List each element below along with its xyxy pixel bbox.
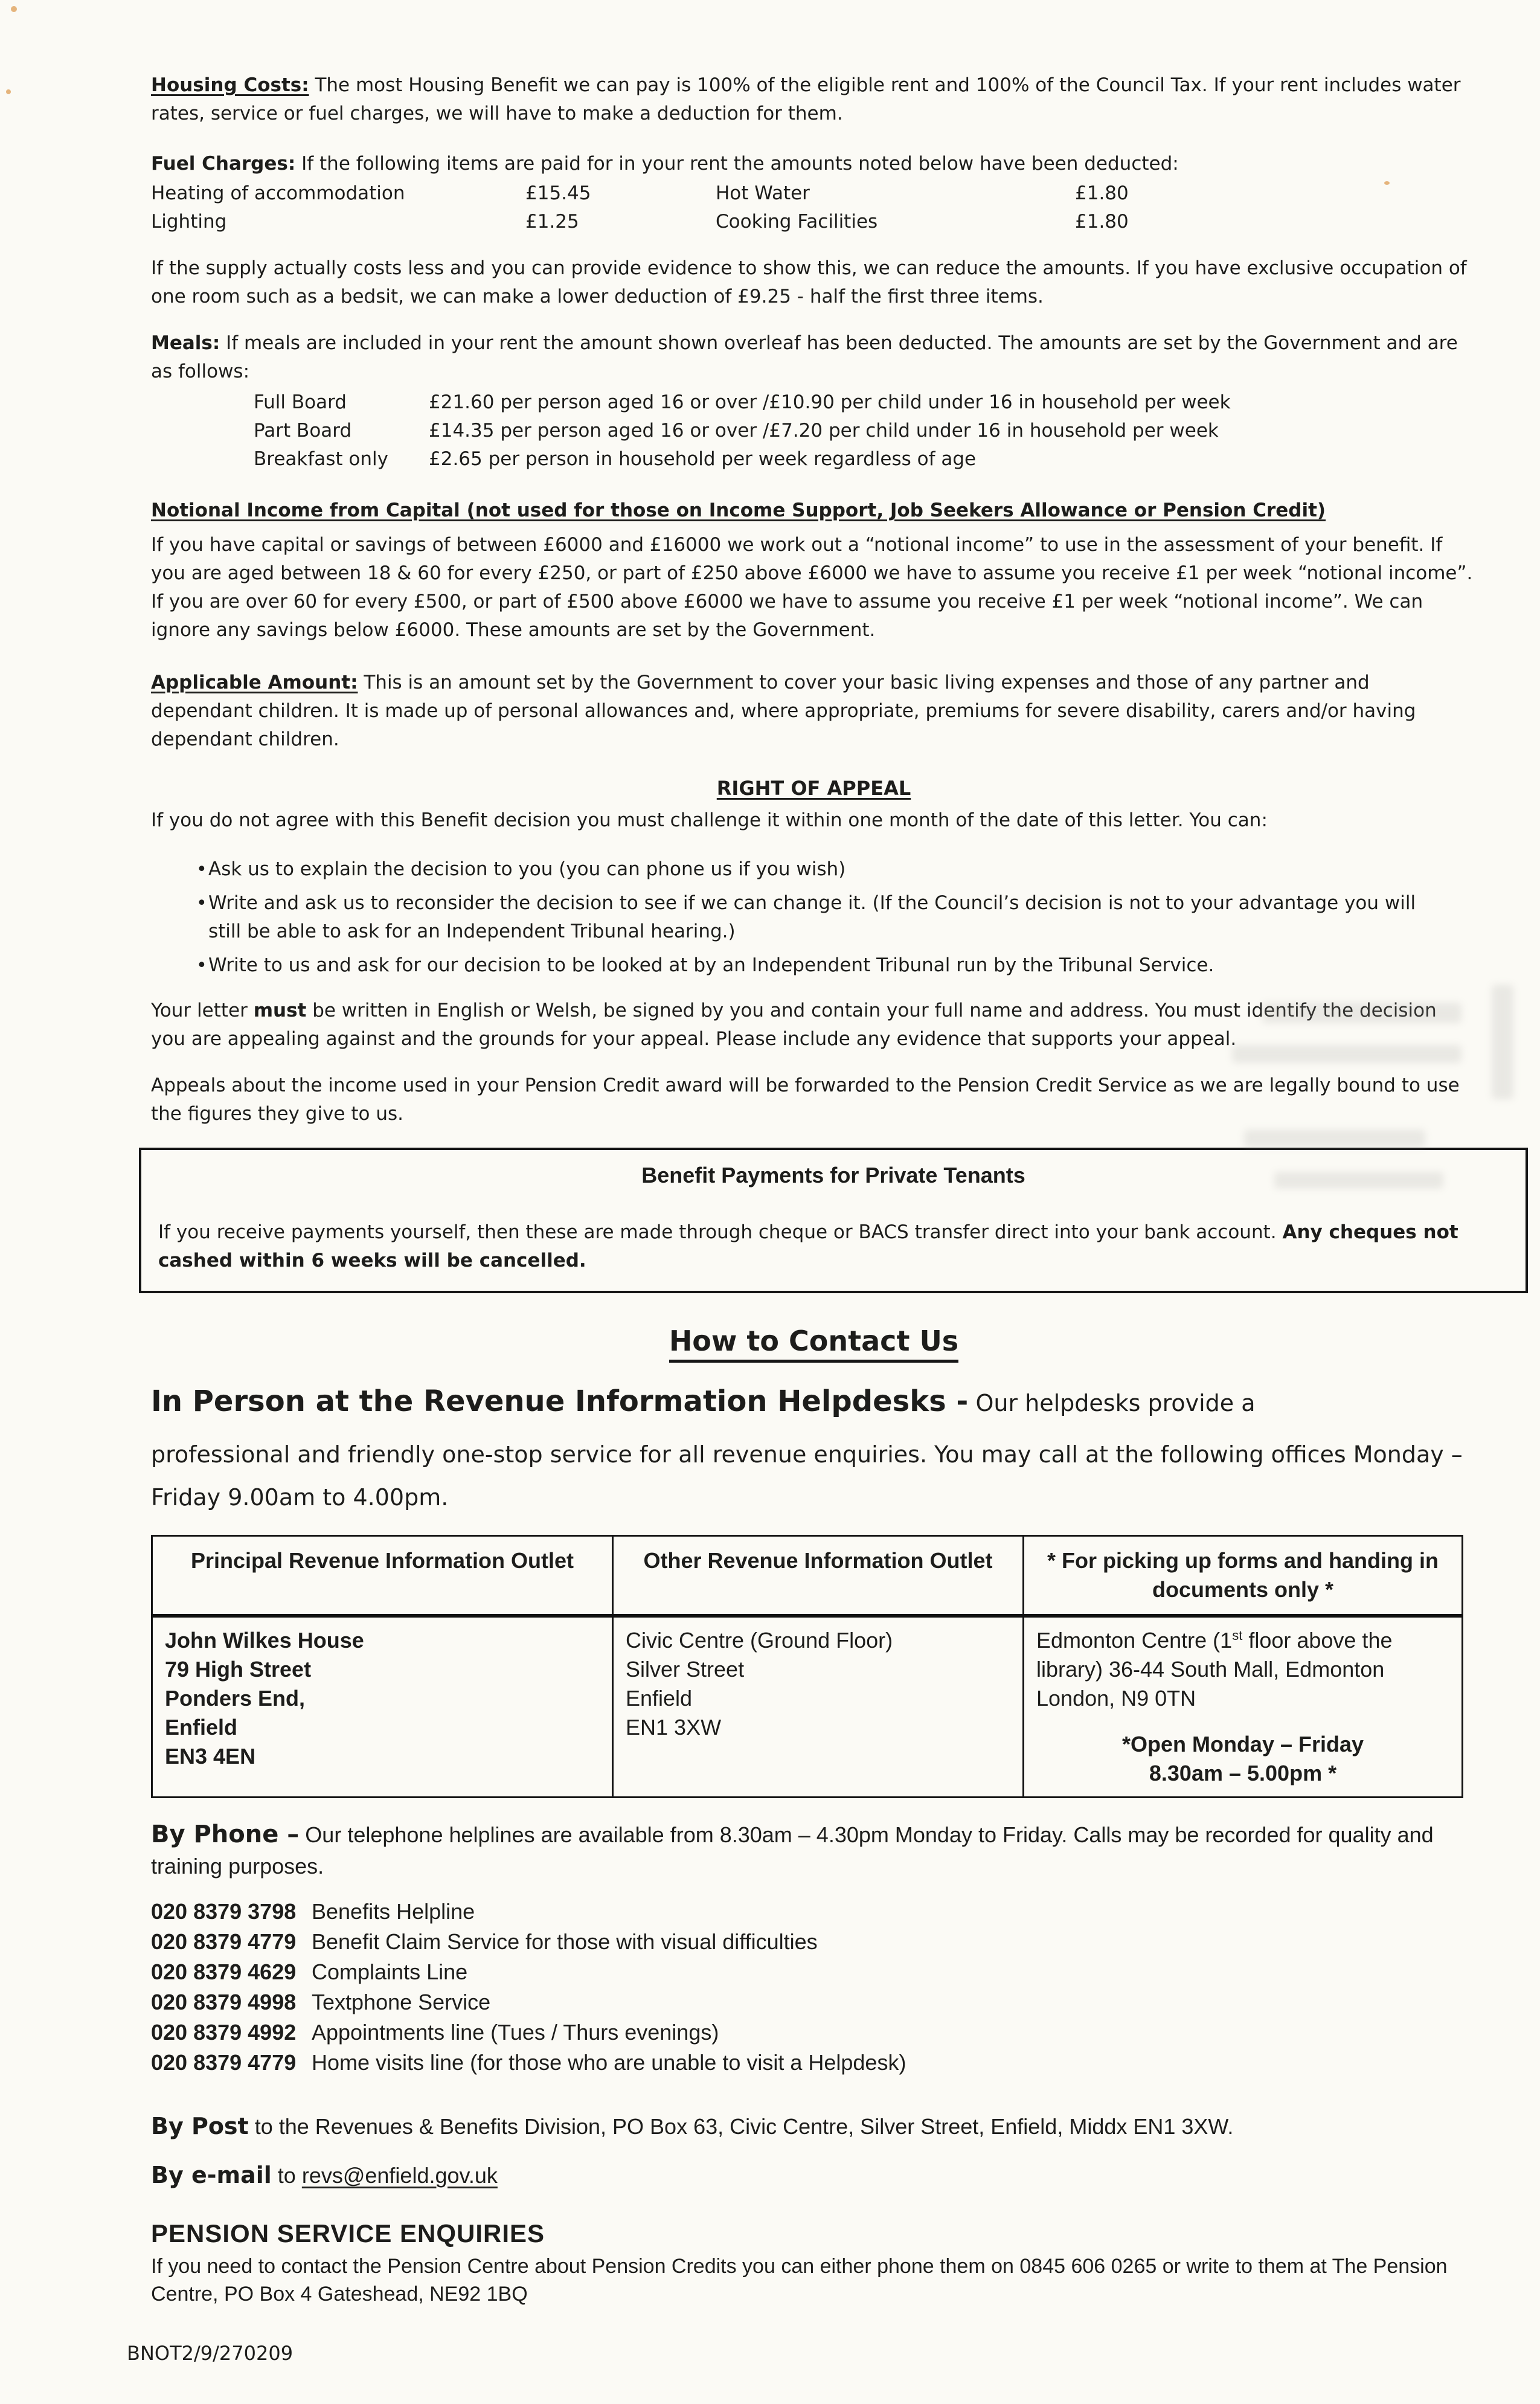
phone-number: 020 8379 4998 [151,1990,297,2014]
address-line: Enfield [626,1686,693,1711]
letter-text: Your letter [151,1000,254,1021]
list-item [151,889,1477,946]
housing-costs-text: The most Housing Benefit we can pay is 100% of the eligible rent and 100% of the Council Tax. If your rent includes water rates, service or fuel charges, we will have to make a deduction for them. [151,74,1461,124]
opening-hours-line: *Open Monday – Friday [1121,1732,1364,1756]
phone-desc: Complaints Line [312,1959,468,1984]
table-header-row [152,1536,1463,1616]
fuel-charges-intro-text: If the following items are paid for in your rent the amounts noted below have been deducted: [295,153,1179,175]
bullet-text: Ask us to explain the decision to you (you can phone us if you wish) [208,858,846,880]
notional-income-text: If you have capital or savings of between £6000 and £16000 we work out a “notional income” to use in the assessment of your benefit. If you are aged between 18 & 60 for every £250, or part of £250 above £6000 we have to assume you receive £1 per week “notional income”. If you are over 60 for every £500, or part of £500 above £6000 we have to assume you receive £1 per week “notional income”. We can ignore any savings below £6000. These amounts are set by the Government. [151,534,1473,641]
right-of-appeal-heading: RIGHT OF APPEAL [716,777,911,800]
meal-row [254,388,1477,417]
opening-hours-line: 8.30am – 5.00pm * [1149,1761,1337,1785]
phone-desc: Home visits line (for those who are unable to visit a Helpdesk) [312,2050,906,2075]
fuel-charges-intro [151,150,1477,178]
in-person-heading: In Person at the Revenue Information Helpdesks - [151,1384,969,1418]
applicable-amount-text: This is an amount set by the Government to cover your basic living expenses and those of any partner and dependant children. It is made up of personal allowances and, where appropriate, premiums for severe disability, carers and/or having dependant children. [151,672,1416,750]
bullet-icon [151,855,208,884]
phone-number: 020 8379 4629 [151,1959,297,1984]
scan-ghosting-artifact [1274,1172,1443,1189]
column-header: Principal Revenue Information Outlet [152,1536,613,1616]
address-line: Ponders End, [165,1686,306,1711]
meals-intro-text: If meals are included in your rent the amount shown overleaf has been deducted. The amounts are set by the Government and are as follows: [151,332,1458,382]
phone-number: 020 8379 3798 [151,1899,297,1924]
meal-name: Part Board [254,420,352,442]
phone-number: 020 8379 4779 [151,1929,297,1954]
fuel-item: Lighting [151,211,227,233]
fuel-item: Heating of accommodation [151,182,405,204]
forms-outlet-address [1024,1616,1463,1798]
pension-enquiries-text: If you need to contact the Pension Centre about Pension Credits you can either phone them on 0845 606 0265 or write to them at The Pension Centre, PO Box 4 Gateshead, NE92 1BQ [151,2255,1448,2306]
by-phone-label: By Phone – [151,1821,300,1848]
fuel-amount: £1.80 [1075,182,1129,204]
pension-enquiries-heading: PENSION SERVICE ENQUIRIES [151,2219,545,2248]
housing-costs-paragraph [151,71,1477,128]
scan-ghosting-artifact [1244,1130,1425,1148]
fuel-supply-note: If the supply actually costs less and you can provide evidence to show this, we can reduce the amounts. If you have exclusive occupation of one room such as a bedsit, we can make a lower deduction of £9.25 - half the first three items. [151,257,1467,307]
address-line: 79 High Street [165,1657,312,1682]
email-link[interactable]: revs@enfield.gov.uk [301,2163,498,2188]
meal-desc: £2.65 per person in household per week regardless of age [429,448,977,470]
pension-credit-appeals-note: Appeals about the income used in your Pension Credit award will be forwarded to the Pension Credit Service as we are legally bound to use the figures they give to us. [151,1075,1460,1125]
scan-speck-artifact [1384,181,1390,185]
private-tenants-title: Benefit Payments for Private Tenants [641,1163,1025,1188]
list-item [151,855,1477,884]
in-person-section [151,1380,1477,1519]
applicable-amount-label: Applicable Amount: [151,672,358,693]
phone-row [151,2048,1477,2078]
appeal-bullet-list [151,855,1477,980]
applicable-amount-paragraph [151,669,1477,754]
phone-row [151,1957,1477,1987]
bullet-text: Write and ask us to reconsider the decision to see if we can change it. (If the Council’s decision is not to your advantage you will still be able to ask for an Independent Tribunal hearing.) [208,892,1416,942]
scan-ghosting-artifact [1262,1003,1461,1023]
superscript: st [1232,1628,1243,1643]
table-row [152,1616,1463,1798]
other-outlet-address [613,1616,1024,1798]
meals-paragraph [151,329,1477,386]
address-line: Edmonton Centre (1st floor above the library) 36-44 South Mall, Edmonton London, N9 0TN [1036,1628,1393,1711]
phone-desc: Textphone Service [312,1990,491,2014]
notional-income-heading: Notional Income from Capital (not used for those on Income Support, Job Seekers Allowance or Pension Credit) [151,500,1326,521]
scan-speck-artifact [6,89,11,94]
bullet-icon [151,951,208,980]
phone-number: 020 8379 4779 [151,2050,297,2075]
private-tenants-text [158,1218,1509,1275]
fuel-amount: £1.80 [1075,211,1129,233]
address-line: Civic Centre (Ground Floor) [626,1628,893,1653]
in-person-lead: Our helpdesks provide a [968,1390,1256,1416]
helpdesk-offices-table [151,1535,1463,1798]
address-line: Enfield [165,1715,238,1740]
opening-hours [1036,1730,1449,1788]
meals-table [151,388,1477,474]
private-tenants-box [139,1148,1528,1293]
phone-row [151,1897,1477,1927]
fuel-item: Cooking Facilities [716,211,878,233]
phone-desc: Benefit Claim Service for those with visual difficulties [312,1929,818,1954]
scan-ghosting-artifact [1492,985,1513,1099]
fuel-charges-label: Fuel Charges: [151,153,296,175]
private-tenants-body: If you receive payments yourself, then these are made through cheque or BACS transfer direct into your bank account. [158,1221,1283,1243]
scan-speck-artifact [11,6,17,12]
letter-content [127,71,1477,2368]
meal-desc: £21.60 per person aged 16 or over /£10.90 per child under 16 in household per week [429,391,1231,413]
in-person-paragraph: professional and friendly one-stop service for all revenue enquiries. You may call at the following offices Monday – Friday 9.00am to 4.00pm. [151,1441,1463,1511]
phone-list [151,1897,1477,2078]
fuel-amount: £1.25 [525,211,579,233]
meals-label: Meals: [151,332,220,354]
fuel-item: Hot Water [716,182,810,204]
by-post-label: By Post [151,2113,249,2139]
fuel-charges-table [151,179,1477,236]
phone-desc: Benefits Helpline [312,1899,475,1924]
by-phone-paragraph [151,1819,1477,1882]
address-line: EN3 4EN [165,1744,256,1769]
phone-row [151,1927,1477,1957]
by-email-paragraph [151,2159,1477,2191]
phone-desc: Appointments line (Tues / Thurs evenings) [312,2020,719,2045]
meal-desc: £14.35 per person aged 16 or over /£7.20 per child under 16 in household per week [429,420,1219,442]
column-header: Other Revenue Information Outlet [613,1536,1024,1616]
letter-text: be written in English or Welsh, be signed by you and contain your full name and address. You must identify the decision you are appealing against and the grounds for your appeal. Please include any evidence that supports your appeal. [151,1000,1437,1050]
appeal-intro: If you do not agree with this Benefit decision you must challenge it within one month of the date of this letter. You can: [151,809,1268,831]
private-tenants-bold: Any cheques not cashed within 6 weeks will be cancelled. [158,1221,1458,1271]
principal-outlet-address [152,1616,613,1798]
list-item [151,951,1477,980]
bullet-text: Write to us and ask for our decision to be looked at by an Independent Tribunal run by the Tribunal Service. [208,954,1214,976]
how-to-contact-heading: How to Contact Us [151,1325,1477,1357]
by-email-mid: to [271,2163,302,2188]
by-post-text: to the Revenues & Benefits Division, PO Box 63, Civic Centre, Silver Street, Enfield, Middx EN1 3XW. [248,2114,1234,2139]
address-line: Silver Street [626,1657,745,1682]
meal-row [254,445,1477,474]
meal-name: Full Board [254,391,347,413]
phone-row [151,2017,1477,2048]
scan-ghosting-artifact [1232,1045,1461,1063]
phone-row [151,1987,1477,2017]
by-phone-text: Our telephone helplines are available from 8.30am – 4.30pm Monday to Friday. Calls may be recorded for quality and training purposes. [151,1822,1434,1879]
by-post-paragraph [151,2110,1477,2142]
form-reference-code: BNOT2/9/270209 [127,2342,294,2365]
by-email-label: By e-mail [151,2162,272,2188]
phone-number: 020 8379 4992 [151,2020,297,2045]
meal-name: Breakfast only [254,448,388,470]
in-person-line1 [151,1380,1477,1425]
letter-text-bold: must [253,1000,307,1021]
fuel-amount: £15.45 [525,182,591,204]
address-line: EN1 3XW [626,1715,722,1740]
address-line: John Wilkes House [165,1628,364,1653]
bullet-icon [151,889,208,946]
column-header: * For picking up forms and handing in documents only * [1024,1536,1463,1616]
housing-costs-label: Housing Costs: [151,74,309,96]
meal-row [254,417,1477,445]
